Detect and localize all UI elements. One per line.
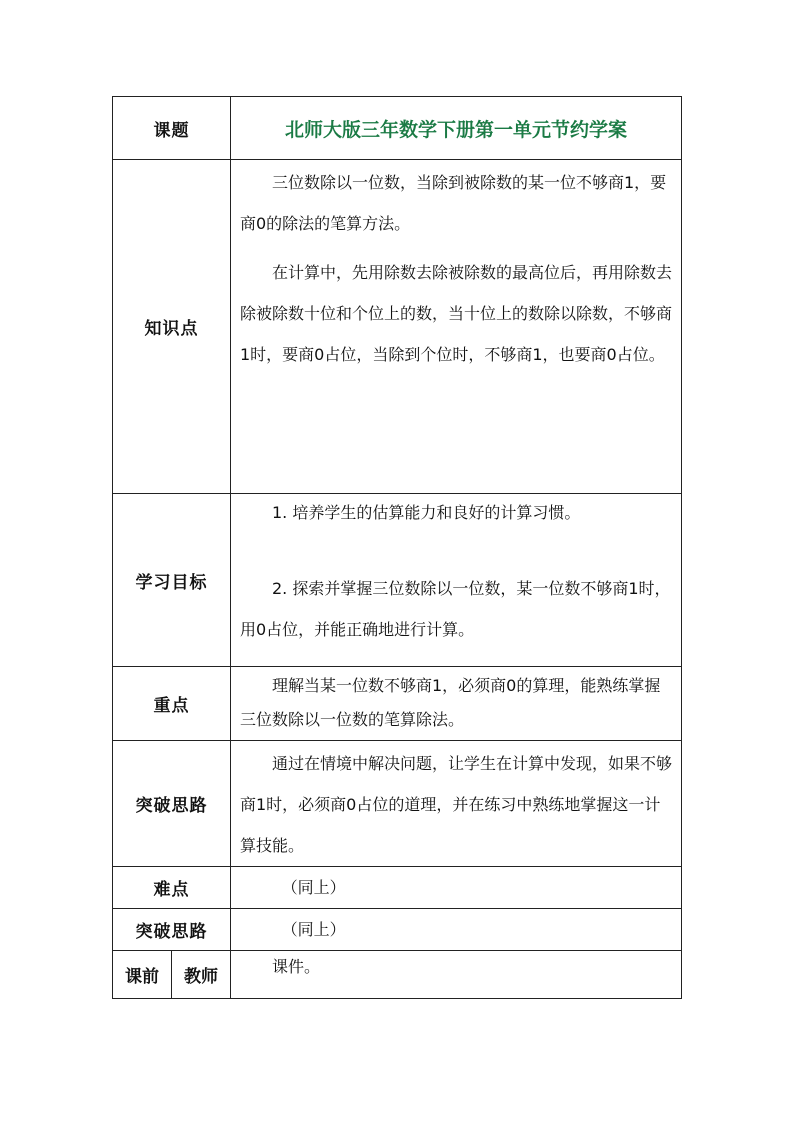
breakthrough-content	[231, 741, 682, 867]
row-difficulty	[113, 867, 682, 909]
breakthrough-text: 通过在情境中解决问题，让学生在计算中发现，如果不够商1时，必须商0占位的道理，并在练习中熟练地掌握这一计算技能。	[240, 754, 673, 855]
goal-item: 2. 探索并掌握三位数除以一位数，某一位数不够商1时，用0占位，并能正确地进行计算。	[240, 579, 671, 639]
breakthrough2-label: 突破思路	[113, 909, 231, 951]
row-knowledge	[113, 160, 682, 494]
row-title	[113, 97, 682, 160]
goals-label: 学习目标	[113, 494, 231, 667]
difficulty-label: 难点	[113, 867, 231, 909]
row-breakthrough-2	[113, 909, 682, 951]
breakthrough2-text: （同上）	[281, 919, 346, 939]
prep-text: 课件。	[272, 957, 321, 976]
difficulty-content	[231, 867, 682, 909]
row-key-point	[113, 667, 682, 741]
knowledge-label: 知识点	[113, 160, 231, 494]
key-point-content	[231, 667, 682, 741]
knowledge-paragraph: 三位数除以一位数，当除到被除数的某一位不够商1，要商0的除法的笔算方法。	[240, 173, 667, 233]
prep-label: 课前	[113, 951, 172, 999]
lesson-plan-table	[112, 96, 682, 999]
title-label: 课题	[113, 97, 231, 160]
goals-content	[231, 494, 682, 667]
goal-item: 1. 培养学生的估算能力和良好的计算习惯。	[272, 503, 581, 522]
lesson-title: 北师大版三年数学下册第一单元节约学案	[231, 97, 682, 160]
prep-sublabel: 教师	[172, 951, 231, 999]
prep-content	[231, 951, 682, 999]
key-point-label: 重点	[113, 667, 231, 741]
breakthrough2-content	[231, 909, 682, 951]
knowledge-content	[231, 160, 682, 494]
key-point-text: 理解当某一位数不够商1，必须商0的算理，能熟练掌握三位数除以一位数的笔算除法。	[240, 676, 661, 729]
row-breakthrough	[113, 741, 682, 867]
row-goals	[113, 494, 682, 667]
knowledge-paragraph: 在计算中，先用除数去除被除数的最高位后，再用除数去除被除数十位和个位上的数，当十位上的数除以除数，不够商1时，要商0占位，当除到个位时，不够商1，也要商0占位。	[240, 263, 673, 364]
breakthrough-label: 突破思路	[113, 741, 231, 867]
row-prep	[113, 951, 682, 999]
difficulty-text: （同上）	[281, 877, 346, 897]
